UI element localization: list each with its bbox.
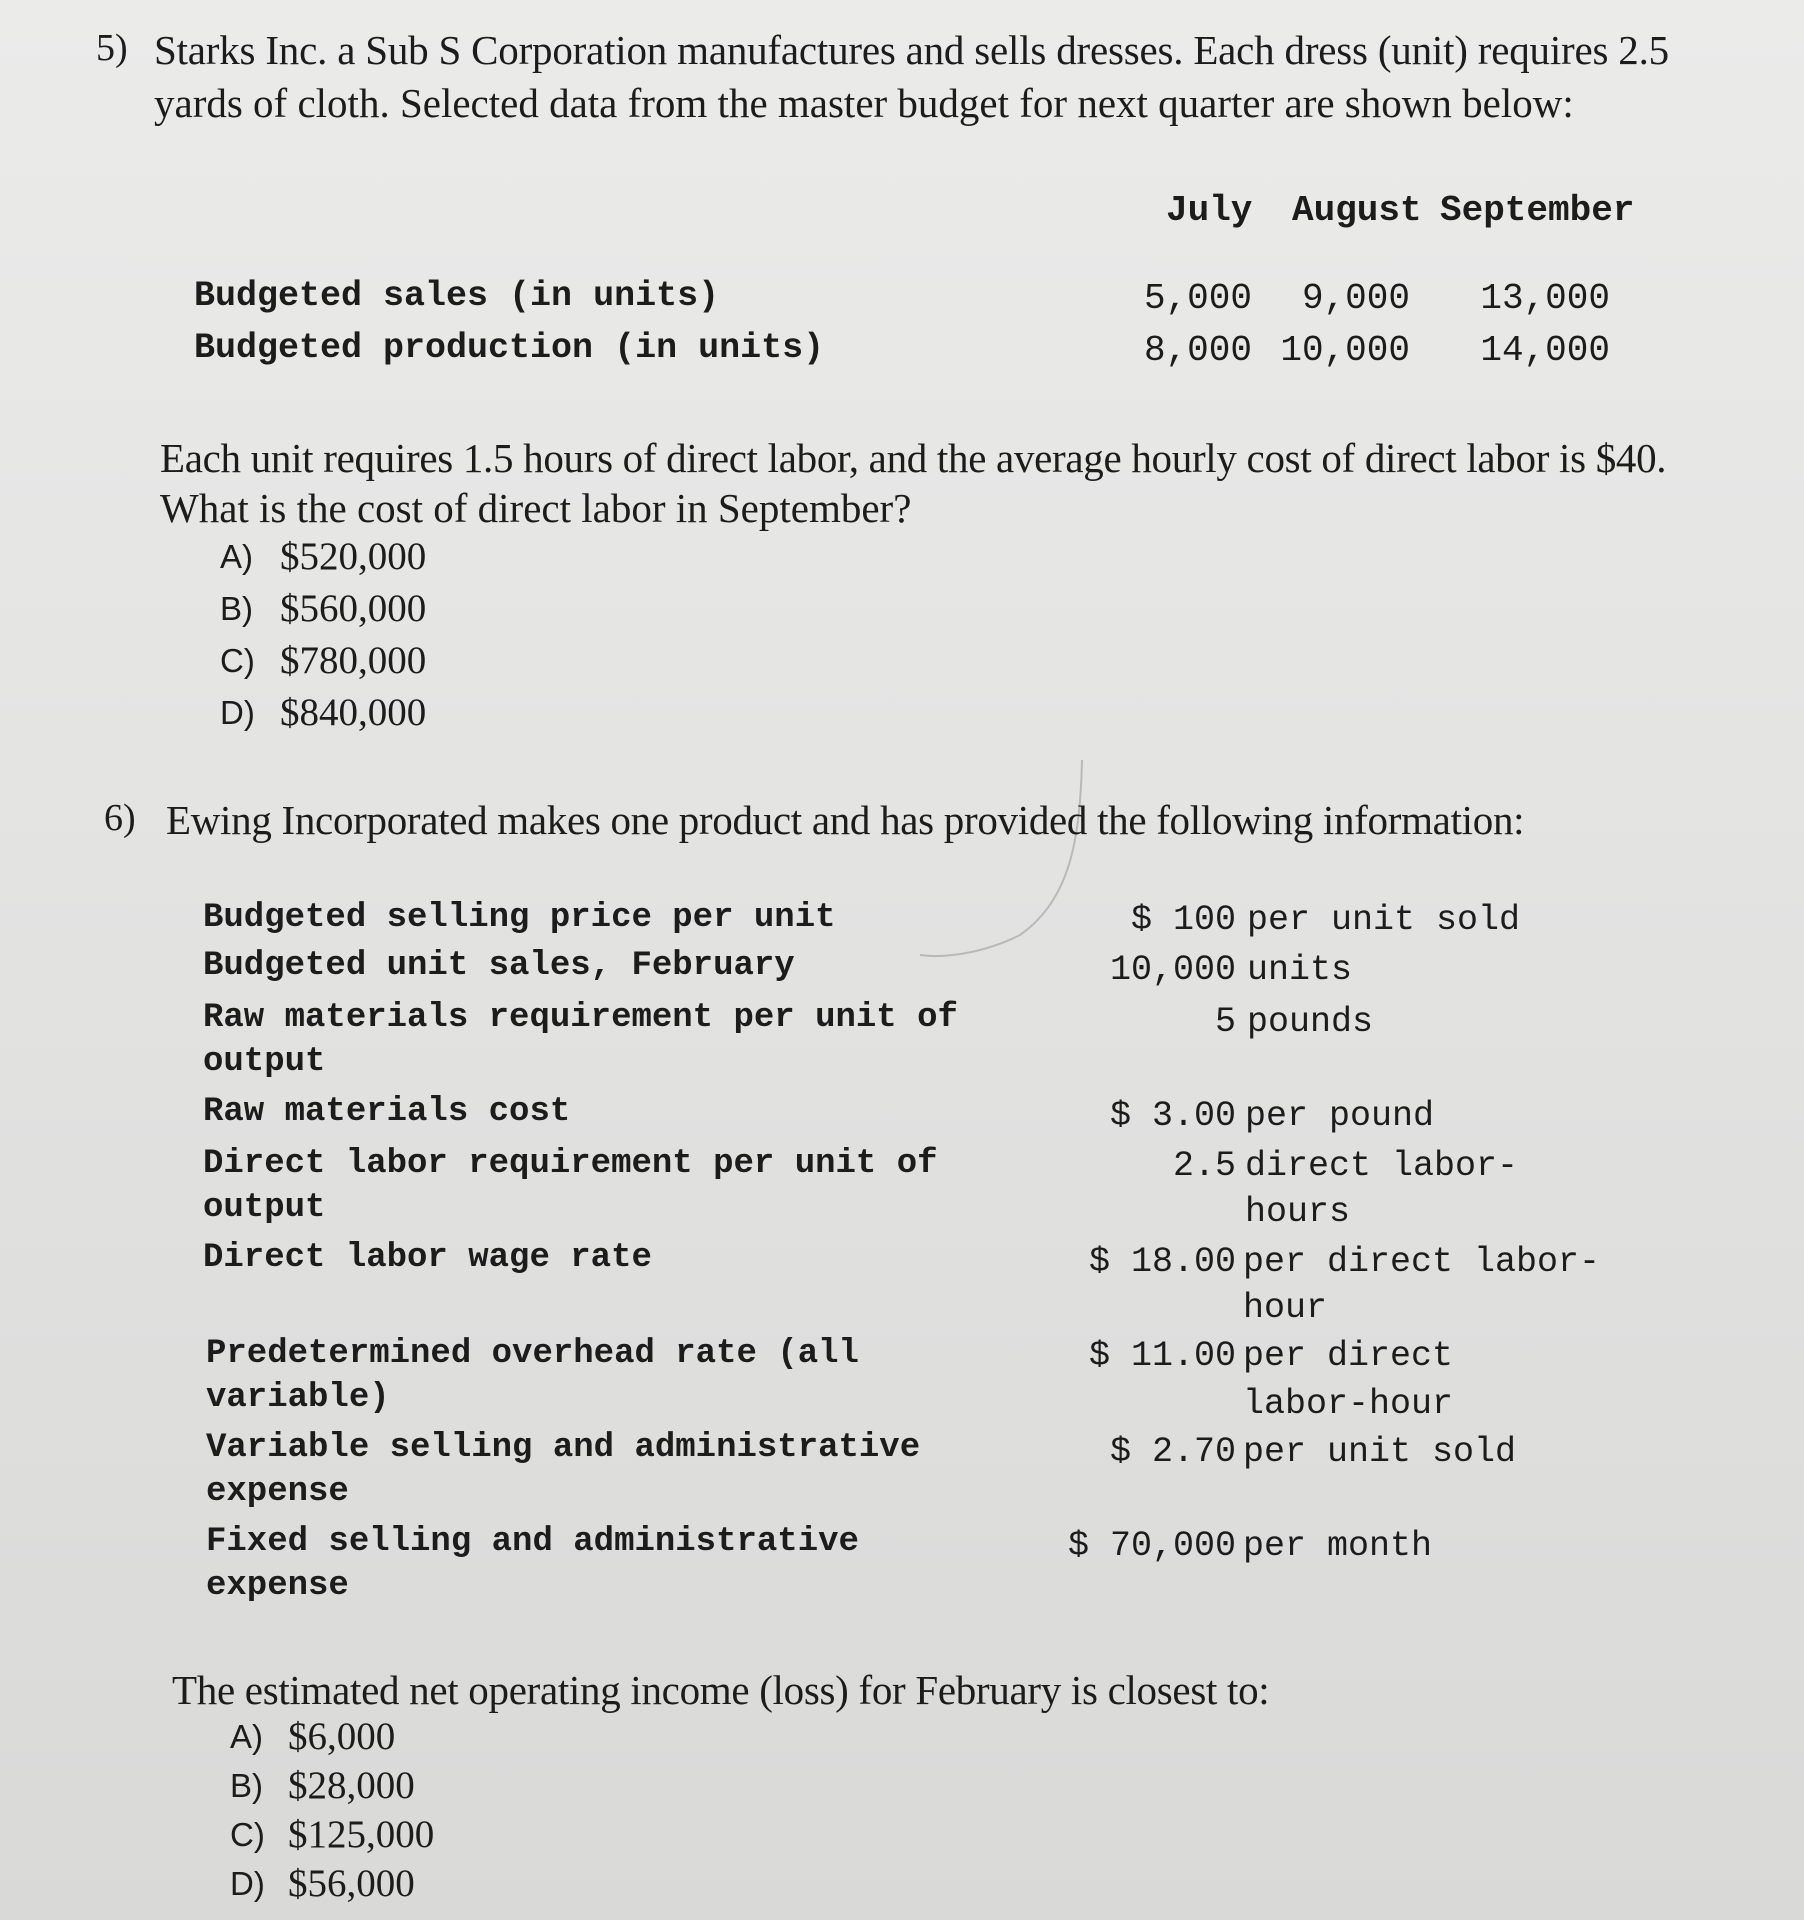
item-fixed-sga-amount: $ 70,000 [1067, 1526, 1236, 1566]
item-wage-rate-unit-1: per direct labor- [1243, 1242, 1601, 1282]
question-6-intro: Ewing Incorporated makes one product and has provided the following information: [166, 797, 1525, 843]
q5-option-b-value[interactable]: $560,000 [280, 587, 427, 630]
item-raw-materials-req-unit: pounds [1247, 1002, 1374, 1042]
question-5-prompt-line-1: Each unit requires 1.5 hours of direct labor, and the average hourly cost of direct labor is $40. [160, 435, 1667, 481]
item-raw-materials-req-label-1: Raw materials requirement per unit of [203, 999, 958, 1037]
item-direct-labor-req-unit-1: direct labor- [1245, 1146, 1519, 1186]
item-unit-sales-unit: units [1247, 950, 1353, 990]
item-overhead-rate-label-2: variable) [206, 1379, 390, 1417]
item-unit-sales-label: Budgeted unit sales, February [203, 947, 795, 985]
item-direct-labor-req-label-2: output [203, 1189, 326, 1227]
q6-option-b-letter[interactable]: B) [230, 1767, 263, 1804]
production-september: 14,000 [1480, 330, 1610, 371]
item-wage-rate-label: Direct labor wage rate [203, 1239, 652, 1277]
item-variable-sga-unit: per unit sold [1243, 1432, 1517, 1472]
item-raw-materials-cost-unit: per pound [1245, 1096, 1435, 1136]
item-fixed-sga-unit: per month [1243, 1526, 1433, 1566]
item-raw-materials-req-amount: 5 [1214, 1002, 1236, 1042]
q6-option-d-value[interactable]: $56,000 [288, 1862, 415, 1905]
item-direct-labor-req-unit-2: hours [1245, 1192, 1351, 1232]
q5-option-d-letter[interactable]: D) [220, 694, 255, 731]
item-variable-sga-amount: $ 2.70 [1109, 1432, 1236, 1472]
row-label-budgeted-production: Budgeted production (in units) [194, 328, 825, 368]
item-wage-rate-amount: $ 18.00 [1088, 1242, 1236, 1282]
item-selling-price-unit: per unit sold [1247, 900, 1521, 940]
item-selling-price-label: Budgeted selling price per unit [203, 899, 836, 937]
q5-option-a-value[interactable]: $520,000 [280, 535, 427, 578]
q6-option-b-value[interactable]: $28,000 [288, 1764, 415, 1807]
question-5-text-line-2: yards of cloth. Selected data from the master budget for next quarter are shown below: [154, 80, 1574, 126]
q5-option-b-letter[interactable]: B) [220, 590, 253, 627]
question-5-prompt-line-2: What is the cost of direct labor in September? [160, 485, 912, 531]
item-fixed-sga-label-1: Fixed selling and administrative [206, 1523, 859, 1561]
item-fixed-sga-label-2: expense [206, 1567, 349, 1605]
row-label-budgeted-sales: Budgeted sales (in units) [194, 276, 720, 316]
production-july: 8,000 [1143, 330, 1252, 371]
item-raw-materials-cost-label: Raw materials cost [203, 1093, 571, 1131]
item-raw-materials-req-label-2: output [203, 1043, 326, 1081]
sales-july: 5,000 [1143, 278, 1252, 319]
q5-option-d-value[interactable]: $840,000 [280, 691, 427, 734]
question-6-prompt: The estimated net operating income (loss) for February is closest to: [172, 1667, 1270, 1713]
q6-option-d-letter[interactable]: D) [230, 1865, 265, 1902]
q5-option-c-value[interactable]: $780,000 [280, 639, 427, 682]
q6-option-a-letter[interactable]: A) [230, 1718, 263, 1755]
item-wage-rate-unit-2: hour [1243, 1288, 1328, 1328]
q6-option-a-value[interactable]: $6,000 [288, 1715, 396, 1758]
header-july: July [1166, 190, 1253, 231]
item-selling-price-amount: $ 100 [1130, 900, 1236, 940]
item-variable-sga-label-2: expense [206, 1473, 349, 1511]
sales-august: 9,000 [1301, 278, 1410, 319]
q5-option-a-letter[interactable]: A) [220, 538, 253, 575]
question-5-number: 5) [96, 27, 128, 69]
item-overhead-rate-amount: $ 11.00 [1088, 1336, 1236, 1376]
item-overhead-rate-unit-2: labor-hour [1243, 1384, 1454, 1424]
q6-option-c-letter[interactable]: C) [230, 1816, 265, 1853]
header-august: August [1292, 190, 1422, 231]
header-september: September [1440, 190, 1635, 231]
item-variable-sga-label-1: Variable selling and administrative [206, 1429, 921, 1467]
q6-option-c-value[interactable]: $125,000 [288, 1813, 435, 1856]
q5-option-c-letter[interactable]: C) [220, 642, 255, 679]
question-5-text-line-1: Starks Inc. a Sub S Corporation manufactures and sells dresses. Each dress (unit) requires 2.5 [154, 27, 1669, 73]
item-unit-sales-amount: 10,000 [1109, 950, 1236, 990]
item-direct-labor-req-amount: 2.5 [1172, 1146, 1236, 1186]
item-raw-materials-cost-amount: $ 3.00 [1109, 1096, 1236, 1136]
production-august: 10,000 [1280, 330, 1410, 371]
item-overhead-rate-unit-1: per direct [1243, 1336, 1454, 1376]
question-6-number: 6) [104, 797, 136, 839]
item-overhead-rate-label-1: Predetermined overhead rate (all [206, 1335, 859, 1373]
sales-september: 13,000 [1480, 278, 1610, 319]
item-direct-labor-req-label-1: Direct labor requirement per unit of [203, 1145, 938, 1183]
